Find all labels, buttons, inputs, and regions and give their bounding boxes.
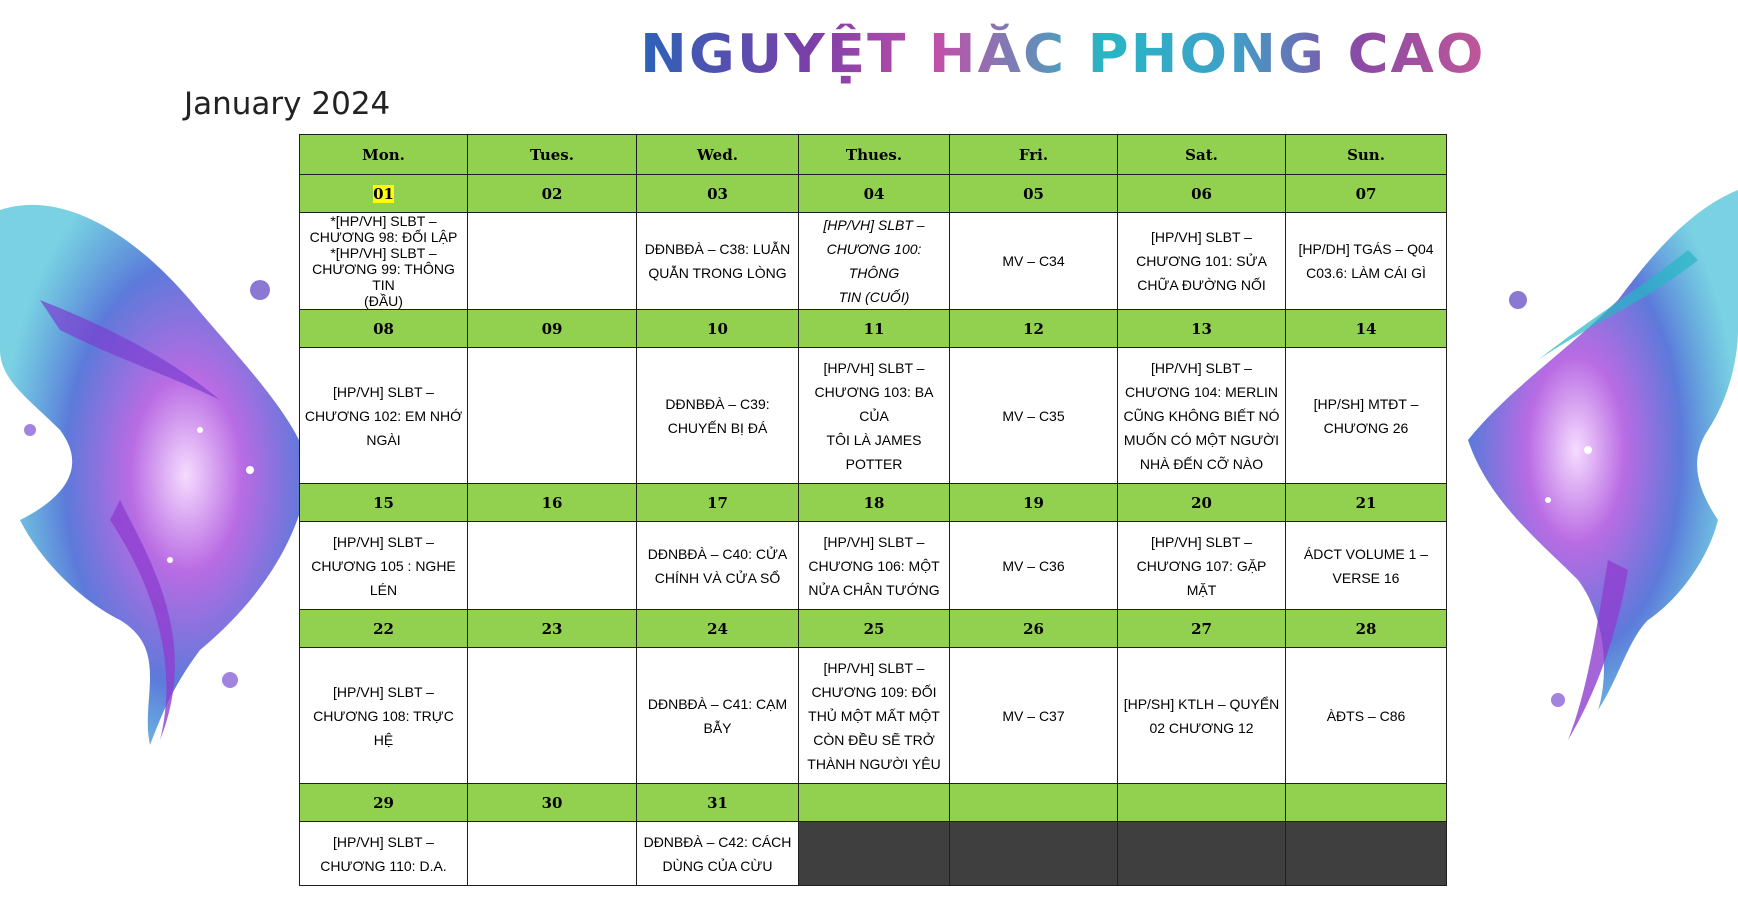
event-cell [799,213,950,310]
event-cell [300,822,468,886]
date-number: 22 [373,619,394,638]
event-line: CHƯƠNG 98: ĐỐI LẬP [309,229,458,245]
event-line: CHƯƠNG 107: GẶP MẶT [1136,557,1267,598]
event-cell [468,648,637,784]
date-number: 28 [1355,619,1377,638]
event-cell [950,822,1118,886]
date-number: 23 [541,619,563,638]
date-number: 05 [1023,184,1044,203]
date-cell [468,784,637,822]
event-line: CHÍNH VÀ CỬA SỔ [654,569,781,586]
weekday-header: Sun. [1286,135,1447,175]
date-cell [300,784,468,822]
event-line: MV – C35 [1002,407,1065,424]
date-cell [637,610,799,648]
date-cell [799,310,950,348]
event-cell [799,648,950,784]
date-cell [950,484,1118,522]
date-number: 24 [707,619,728,638]
date-cell [799,610,950,648]
date-row [300,484,1447,522]
event-cell [1118,522,1286,610]
date-number: 31 [707,793,728,812]
weekday-header: Tues. [468,135,637,175]
event-cell [1286,648,1447,784]
event-line: CHƯƠNG 100: THÔNG [826,241,922,281]
date-number: 16 [541,493,563,512]
event-line: DĐNBĐÀ – C40: CỬA [647,545,788,562]
event-line: [HP/VH] SLBT – [333,833,434,850]
month-title: January 2024 [184,86,391,122]
event-cell [950,648,1118,784]
event-line: VERSE 16 [1332,569,1400,586]
event-line: (ĐẦU) [364,293,403,309]
event-line: CHƯƠNG 99: THÔNG TIN [312,261,455,293]
date-cell [799,784,950,822]
event-cell [799,348,950,484]
event-line: NỬA CHÂN TƯỚNG [808,581,940,598]
date-number: 08 [373,319,394,338]
event-cell [468,522,637,610]
date-number: 25 [863,619,885,638]
date-cell [1118,175,1286,213]
date-number: 10 [707,319,728,338]
event-line: CÒN ĐỀU SẼ TRỞ [813,731,935,748]
date-number: 11 [863,319,885,338]
event-line: LÉN [369,581,398,598]
date-cell [468,310,637,348]
event-line: ÀĐTS – C86 [1326,707,1406,724]
event-line: NGÀI [366,431,401,448]
date-cell [1118,484,1286,522]
event-line: [HP/VH] SLBT – [823,533,925,550]
date-row [300,784,1447,822]
event-line: *[HP/VH] SLBT – [330,213,437,229]
date-cell [300,175,468,213]
event-cell [799,822,950,886]
event-line: [HP/VH] SLBT – [333,683,434,700]
date-cell [1118,310,1286,348]
event-line: CHỮA ĐƯỜNG NỐI [1137,277,1266,293]
event-cell [1286,822,1447,886]
date-number: 18 [863,493,885,512]
event-cell [468,822,637,886]
date-cell [468,610,637,648]
galaxy-splash-left-image [0,0,320,923]
event-line: MV – C34 [1002,253,1065,269]
event-line: BẪY [703,719,732,736]
event-cell [1286,522,1447,610]
event-cell [300,648,468,784]
date-cell [950,175,1118,213]
date-cell [1286,784,1447,822]
date-number: 06 [1191,184,1212,203]
date-number: 09 [541,319,563,338]
date-cell [637,310,799,348]
event-cell [637,822,799,886]
event-cell [637,522,799,610]
event-line: CHƯƠNG 26 [1323,419,1409,436]
event-line: [HP/VH] SLBT – [1151,533,1252,550]
event-cell [1118,348,1286,484]
event-line: TIN (CUỐI) [838,289,910,305]
weekday-header: Wed. [637,135,799,175]
galaxy-splash-right-image [1448,0,1738,923]
event-line: CHƯƠNG 102: EM NHỚ [304,407,463,424]
date-cell [1286,310,1447,348]
event-cell [799,522,950,610]
banner-title: NGUYỆT HẮC PHONG CAO [640,23,1486,86]
event-line: C03.6: LÀM CÁI GÌ [1306,265,1426,281]
event-line: [HP/VH] SLBT – [823,217,925,233]
date-number: 26 [1023,619,1044,638]
date-number: 15 [373,493,394,512]
date-number: 07 [1355,184,1377,203]
date-cell [799,175,950,213]
weekday-header-row [300,135,1447,175]
event-line: THÀNH NGƯỜI YÊU [807,755,941,772]
date-number: 14 [1355,319,1377,338]
date-number: 03 [707,184,728,203]
event-cell [637,213,799,310]
date-cell [1118,610,1286,648]
event-line: [HP/SH] KTLH – QUYỂN [1123,695,1280,712]
date-cell [950,310,1118,348]
event-row [300,648,1447,784]
date-row [300,610,1447,648]
event-line: [HP/VH] SLBT – [333,383,434,400]
event-cell [300,522,468,610]
event-line: [HP/VH] SLBT – [1151,229,1252,245]
date-number: 20 [1191,493,1212,512]
event-line: NHÀ ĐẾN CỠ NÀO [1139,455,1264,472]
event-line: MUỐN CÓ MỘT NGƯỜI [1123,431,1280,448]
date-cell [637,175,799,213]
date-number: 04 [863,184,885,203]
date-number: 29 [373,793,394,812]
event-line: DĐNBĐÀ – C41: CẠM [647,695,788,712]
event-cell [300,213,468,310]
calendar-body [300,175,1447,886]
event-cell [1118,213,1286,310]
event-line: [HP/VH] SLBT – [823,659,925,676]
event-row [300,822,1447,886]
event-cell [468,213,637,310]
event-cell [950,348,1118,484]
event-line: THỦ MỘT MẤT MỘT [808,707,940,724]
event-line: CHƯƠNG 110: D.A. [320,857,447,874]
date-number: 01 [373,184,394,203]
event-line: [HP/VH] SLBT – [823,359,925,376]
date-cell [637,484,799,522]
event-cell [1118,648,1286,784]
event-line: CHƯƠNG 106: MỘT [808,557,940,574]
event-line: CHƯƠNG 101: SỬA [1136,253,1267,269]
event-line: 02 CHƯƠNG 12 [1149,719,1254,736]
event-cell [468,348,637,484]
date-cell [1286,610,1447,648]
weekday-header: Fri. [950,135,1118,175]
weekday-header: Sat. [1118,135,1286,175]
date-number: 21 [1355,493,1377,512]
date-cell [950,610,1118,648]
event-line: DÙNG CỦA CỪU [662,857,773,874]
event-cell [1286,348,1447,484]
event-cell [950,522,1118,610]
event-line: DĐNBĐÀ – C42: CÁCH [643,833,792,850]
event-line: *[HP/VH] SLBT – [330,245,437,261]
date-cell [637,784,799,822]
date-cell [799,484,950,522]
event-cell [1286,213,1447,310]
event-cell [637,648,799,784]
event-row [300,213,1447,310]
event-line: CHƯƠNG 109: ĐỐI [811,683,937,700]
event-row [300,522,1447,610]
date-row [300,310,1447,348]
date-cell [1118,784,1286,822]
event-line: MV – C36 [1002,557,1065,574]
date-number: 19 [1023,493,1044,512]
event-row [300,348,1447,484]
date-row [300,175,1447,213]
date-number: 17 [707,493,728,512]
event-line: CŨNG KHÔNG BIẾT NÓ [1123,407,1280,424]
date-number: 27 [1191,619,1212,638]
event-line: QUẪN TRONG LÒNG [648,265,787,281]
date-number: 13 [1191,319,1212,338]
date-cell [468,484,637,522]
weekday-header: Thues. [799,135,950,175]
weekday-header: Mon. [300,135,468,175]
date-number: 12 [1023,319,1044,338]
event-line: [HP/VH] SLBT – [333,533,434,550]
date-number: 02 [541,184,563,203]
event-line: DĐNBĐÀ – C39: [665,395,770,412]
event-line: [HP/DH] TGÁS – Q04 [1298,241,1434,257]
date-cell [1286,175,1447,213]
calendar-table [299,134,1447,886]
event-line: MV – C37 [1002,707,1065,724]
event-cell [300,348,468,484]
date-cell [300,484,468,522]
event-line: CHƯƠNG 103: BA CỦA [814,383,934,424]
date-cell [1286,484,1447,522]
event-line: CHƯƠNG 104: MERLIN [1124,383,1279,400]
event-line: CHƯƠNG 108: TRỰC HỆ [313,707,454,748]
date-cell [300,310,468,348]
date-cell [300,610,468,648]
event-cell [950,213,1118,310]
event-line: DĐNBĐÀ – C38: LUẪN [644,241,791,257]
event-cell [1118,822,1286,886]
date-number: 30 [541,793,563,812]
event-line: [HP/VH] SLBT – [1151,359,1252,376]
event-line: ÁDCT VOLUME 1 – [1303,545,1429,562]
event-line: TÔI LÀ JAMES POTTER [826,431,922,472]
event-line: CHƯƠNG 105 : NGHE [311,557,456,574]
event-line: [HP/SH] MTĐT – [1313,395,1419,412]
date-cell [468,175,637,213]
event-cell [637,348,799,484]
date-cell [950,784,1118,822]
event-line: CHUYẾN BỊ ĐÁ [667,419,768,436]
